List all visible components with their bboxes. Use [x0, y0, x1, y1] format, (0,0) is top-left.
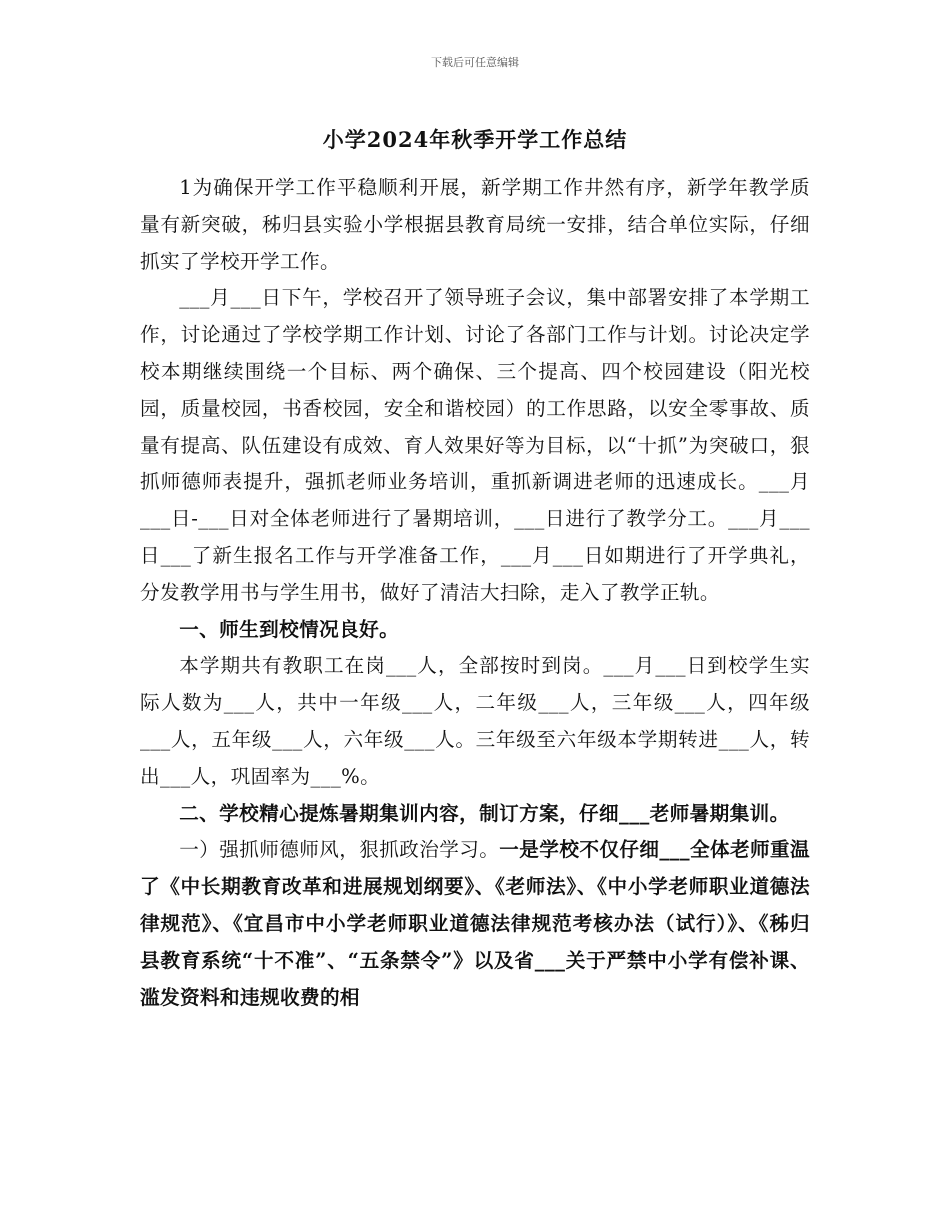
header-note: 下载后可任意编辑: [431, 56, 519, 69]
paragraph-ethics: [140, 832, 810, 1016]
paragraph-attendance: 本学期共有教职工在岗___人，全部按时到岗。___月___日到校学生实际人数为___人，共中一年级___人，二年级___人，三年级___人，四年级___人，五年级___人，六年级___人。三年级至六年级本学期转进___人，转出___人，巩固率为___%。: [140, 654, 810, 788]
section-heading-2: 二、学校精心提炼暑期集训内容，制订方案，仔细___老师暑期集训。: [179, 801, 790, 825]
paragraph-ethics-lead: 一）强抓师德师风，狠抓政治学习。: [179, 838, 500, 862]
section-heading-1: 一、师生到校情况良好。: [179, 617, 400, 641]
paragraph-meeting: ___月___日下午，学校召开了领导班子会议，集中部署安排了本学期工作，讨论通过了学校学期工作计划、讨论了各部门工作与计划。讨论决定学校本期继续围绕一个目标、两个确保、三个提高、四个校园建设（阳光校园，质量校园，书香校园，安全和谐校园）的工作思路，以安全零事故、质量有提高、队伍建设有成效、育人效果好等为目标，以“十抓”为突破口，狠抓师德师表提升，强抓老师业务培训，重抓新调进老师的迅速成长。___月___日-___日对全体老师进行了暑期培训，___日进行了教学分工。___月___日___了新生报名工作与开学准备工作，___月___日如期进行了开学典礼，分发教学用书与学生用书，做好了清洁大扫除，走入了教学正轨。: [140, 286, 810, 604]
paragraph-intro: 1为确保开学工作平稳顺利开展，新学期工作井然有序，新学年教学质量有新突破，秭归县实验小学根据县教育局统一安排，结合单位实际，仔细抓实了学校开学工作。: [140, 176, 810, 273]
document-title: 小学2024年秋季开学工作总结: [322, 127, 628, 152]
paragraph-ethics-bold: 一是学校不仅仔细___全体老师重温了《中长期教育改革和进展规划纲要》、《老师法》、《中小学老师职业道德法律规范》、《宜昌市中小学老师职业道德法律规范考核办法（试行）》、《秭归县教育系统“十不准”、“五条禁令”》以及省___关于严禁中小学有偿补课、滥发资料和违规收费的相: [140, 838, 810, 1009]
document-body: [140, 170, 810, 1016]
